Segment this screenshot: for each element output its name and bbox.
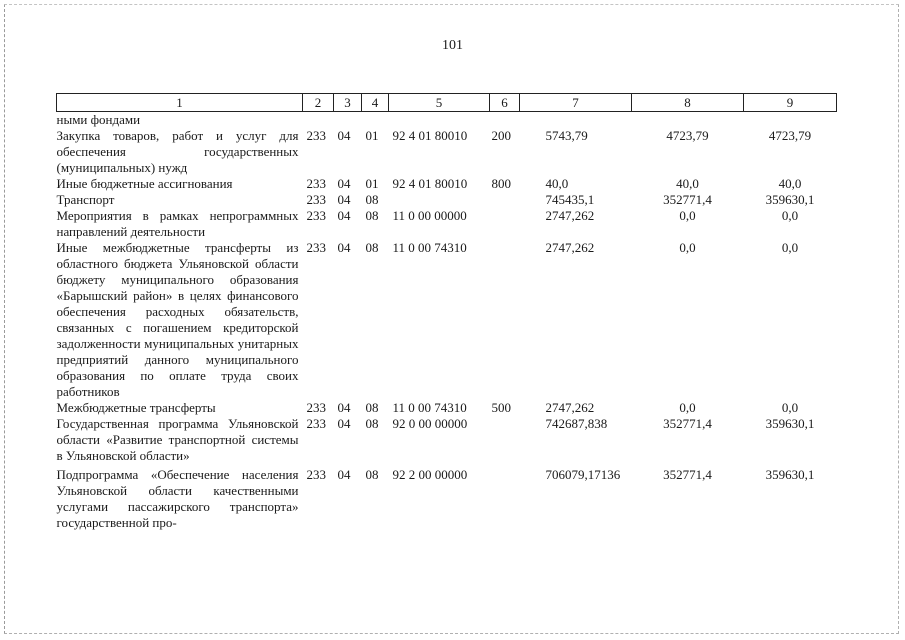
row-name: Мероприятия в рамках непрограммных направлений деятельности (56, 208, 299, 239)
row-subsection: 08 (365, 240, 379, 255)
row-value-7: 2747,262 (545, 400, 595, 415)
row-group (490, 192, 520, 208)
column-header: 2 (303, 94, 334, 112)
row-subsection: 08 (365, 208, 379, 223)
row-group (490, 208, 520, 240)
row-value-7: 5743,79 (545, 128, 588, 143)
column-header: 4 (362, 94, 389, 112)
row-section (334, 112, 362, 129)
row-code: 233 (306, 208, 326, 223)
row-value-8: 352771,4 (663, 467, 712, 482)
row-value-9: 359630,1 (765, 192, 815, 207)
table-row (57, 192, 837, 208)
row-subsection: 01 (365, 128, 379, 143)
row-value-8: 40,0 (676, 176, 699, 191)
row-value-8: 0,0 (679, 240, 696, 255)
row-target: 11 0 00 74310 (392, 400, 467, 415)
table-row (57, 208, 837, 240)
row-target (389, 192, 490, 208)
page-number: 101 (442, 38, 463, 53)
row-name: ными фондами (56, 112, 141, 127)
row-target (389, 112, 490, 129)
row-value-8: 0,0 (679, 400, 696, 415)
row-target: 11 0 00 74310 (392, 240, 467, 255)
row-value-7: 742687,838 (545, 416, 608, 431)
row-subsection: 08 (365, 192, 379, 207)
row-target: 92 4 01 80010 (392, 176, 468, 191)
row-code: 233 (306, 240, 326, 255)
table-row (57, 400, 837, 416)
row-target: 11 0 00 00000 (392, 208, 467, 223)
column-header: 6 (490, 94, 520, 112)
row-section: 04 (337, 416, 351, 431)
row-code: 233 (306, 176, 326, 191)
row-name: Закупка товаров, работ и услуг для обеспечения государственных (муниципальных) нужд (56, 128, 299, 175)
row-section: 04 (337, 240, 351, 255)
row-value-9: 359630,1 (765, 467, 815, 482)
row-group (490, 240, 520, 400)
row-value-7: 2747,262 (545, 208, 595, 223)
budget-table (56, 93, 837, 531)
row-value-9: 4723,79 (768, 128, 812, 143)
row-value-7: 745435,1 (545, 192, 595, 207)
row-target: 92 4 01 80010 (392, 128, 468, 143)
row-code: 233 (306, 192, 326, 207)
budget-table-container (56, 93, 836, 531)
row-section: 04 (337, 192, 351, 207)
row-group (490, 464, 520, 531)
row-group (490, 416, 520, 464)
row-name: Государственная программа Ульяновской области «Развитие транспортной системы в Ульяновской области» (56, 416, 299, 463)
column-header: 1 (57, 94, 303, 112)
table-row (57, 416, 837, 464)
row-name: Транспорт (56, 192, 115, 207)
table-row (57, 240, 837, 400)
row-code: 233 (306, 400, 326, 415)
row-target: 92 0 00 00000 (392, 416, 468, 431)
column-header: 9 (744, 94, 837, 112)
row-value-7: 40,0 (545, 176, 569, 191)
table-row (57, 176, 837, 192)
table-row (57, 128, 837, 176)
row-value-9 (744, 112, 837, 129)
row-section: 04 (337, 400, 351, 415)
row-group (490, 112, 520, 129)
row-subsection (362, 112, 389, 129)
row-value-7: 2747,262 (545, 240, 595, 255)
row-group: 800 (491, 176, 511, 191)
row-group: 200 (491, 128, 511, 143)
row-value-8: 352771,4 (663, 192, 712, 207)
row-section: 04 (337, 128, 351, 143)
table-row (57, 464, 837, 531)
row-name: Межбюджетные трансферты (56, 400, 216, 415)
row-value-8: 0,0 (679, 208, 696, 223)
row-value-7: 706079,17136 (545, 467, 621, 482)
row-value-9: 0,0 (781, 208, 799, 223)
row-subsection: 01 (365, 176, 379, 191)
row-value-8 (632, 112, 744, 129)
row-name: Подпрограмма «Обеспечение населения Ульяновской области качественными услугами пассажирского транспорта» государственной про- (56, 467, 299, 530)
row-section: 04 (337, 208, 351, 223)
column-header: 7 (520, 94, 632, 112)
row-subsection: 08 (365, 416, 379, 431)
row-section: 04 (337, 176, 351, 191)
row-group: 500 (491, 400, 511, 415)
row-value-7 (520, 112, 632, 129)
column-header: 5 (389, 94, 490, 112)
row-code: 233 (306, 467, 326, 482)
row-value-8: 4723,79 (666, 128, 709, 143)
row-section: 04 (337, 467, 351, 482)
row-value-9: 359630,1 (765, 416, 815, 431)
row-name: Иные межбюджетные трансферты из областного бюджета Ульяновской области бюджету муниципального образования «Барышский район» в целях финансового обеспечения расходных обязательств, связанных с погашением кредиторской задолженности муниципальных унитарных предприятий данного муниципального образования по оплате труда своих работников (56, 240, 299, 399)
row-code (303, 112, 334, 129)
column-header: 3 (334, 94, 362, 112)
row-name: Иные бюджетные ассигнования (56, 176, 233, 191)
column-number-header-row (57, 94, 837, 112)
row-code: 233 (306, 128, 326, 143)
column-header: 8 (632, 94, 744, 112)
row-value-9: 0,0 (781, 240, 799, 255)
table-row (57, 112, 837, 129)
row-value-9: 0,0 (781, 400, 799, 415)
row-code: 233 (306, 416, 326, 431)
row-value-8: 352771,4 (663, 416, 712, 431)
row-target: 92 2 00 00000 (392, 467, 468, 482)
row-subsection: 08 (365, 400, 379, 415)
row-subsection: 08 (365, 467, 379, 482)
row-value-9: 40,0 (778, 176, 802, 191)
